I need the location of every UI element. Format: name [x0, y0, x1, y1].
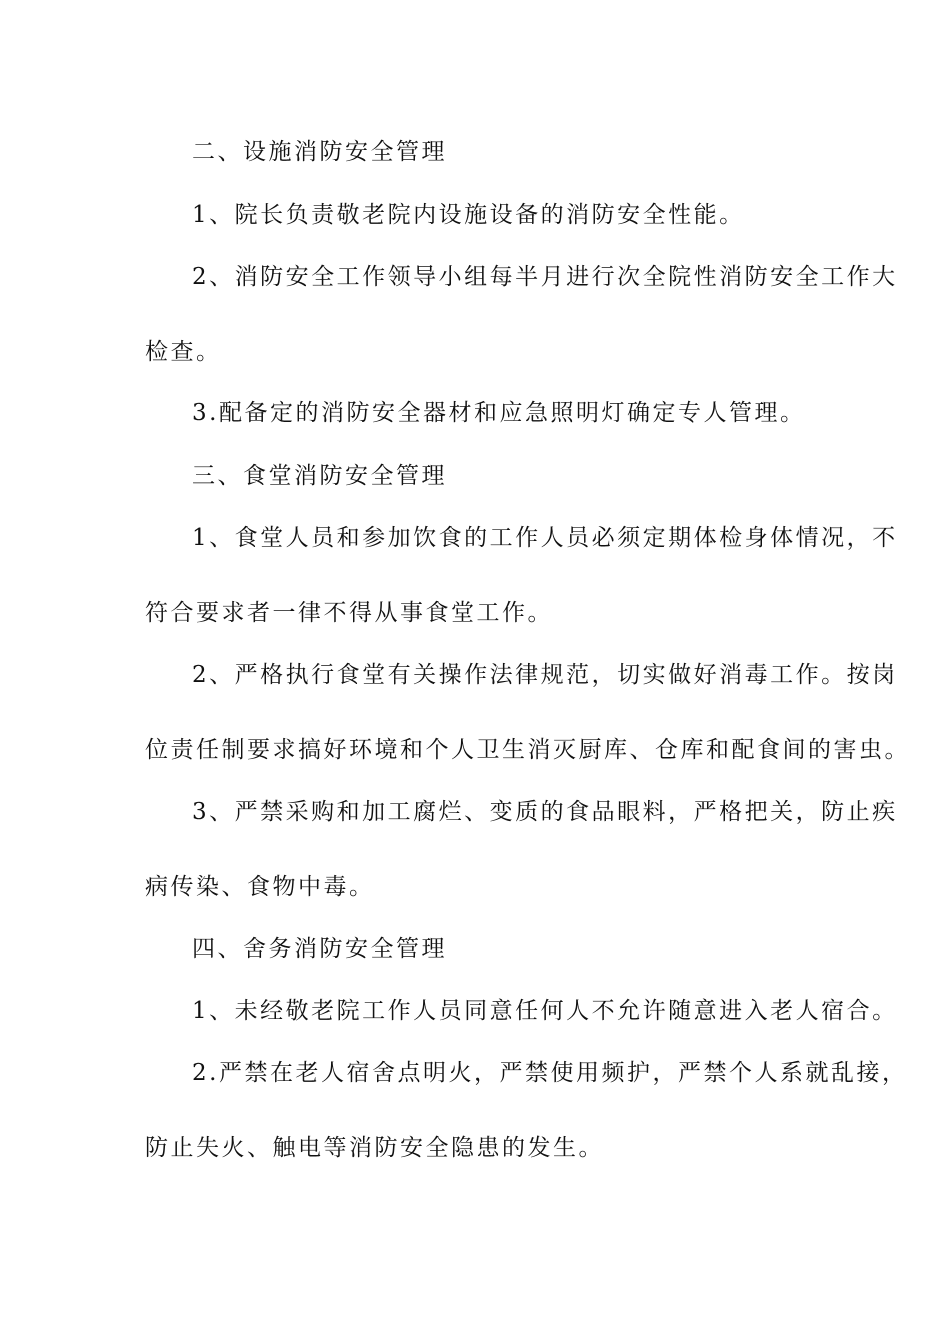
- paragraph-line: 病传染、食物中毒。: [145, 874, 375, 900]
- paragraph-line: 3、严禁采购和加工腐烂、变质的食品眼料，严格把关，防止疾: [192, 799, 898, 825]
- paragraph-line: 1、未经敬老院工作人员同意任何人不允许随意进入老人宿合。: [192, 998, 898, 1024]
- paragraph-line: 3.配备定的消防安全器材和应急照明灯确定专人管理。: [192, 400, 806, 426]
- paragraph-line: 检查。: [145, 339, 222, 365]
- section-heading-facilities: 二、设施消防安全管理: [192, 139, 447, 165]
- paragraph-line: 2.严禁在老人宿舍点明火，严禁使用频护，严禁个人系就乱接，: [192, 1060, 908, 1086]
- paragraph-line: 位责任制要求搞好环境和个人卫生消灭厨库、仓库和配食间的害虫。: [145, 737, 910, 763]
- paragraph-line: 2、严格执行食堂有关操作法律规范，切实做好消毒工作。按岗: [192, 662, 898, 688]
- section-heading-dormitory: 四、舍务消防安全管理: [192, 936, 447, 962]
- section-heading-canteen: 三、食堂消防安全管理: [192, 463, 447, 489]
- paragraph-line: 1、院长负责敬老院内设施设备的消防安全性能。: [192, 202, 745, 228]
- paragraph-line: 符合要求者一律不得从事食堂工作。: [145, 600, 553, 626]
- paragraph-line: 1、食堂人员和参加饮食的工作人员必须定期体检身体情况，不: [192, 525, 898, 551]
- paragraph-line: 2、消防安全工作领导小组每半月进行次全院性消防安全工作大: [192, 264, 898, 290]
- paragraph-line: 防止失火、触电等消防安全隐患的发生。: [145, 1135, 604, 1161]
